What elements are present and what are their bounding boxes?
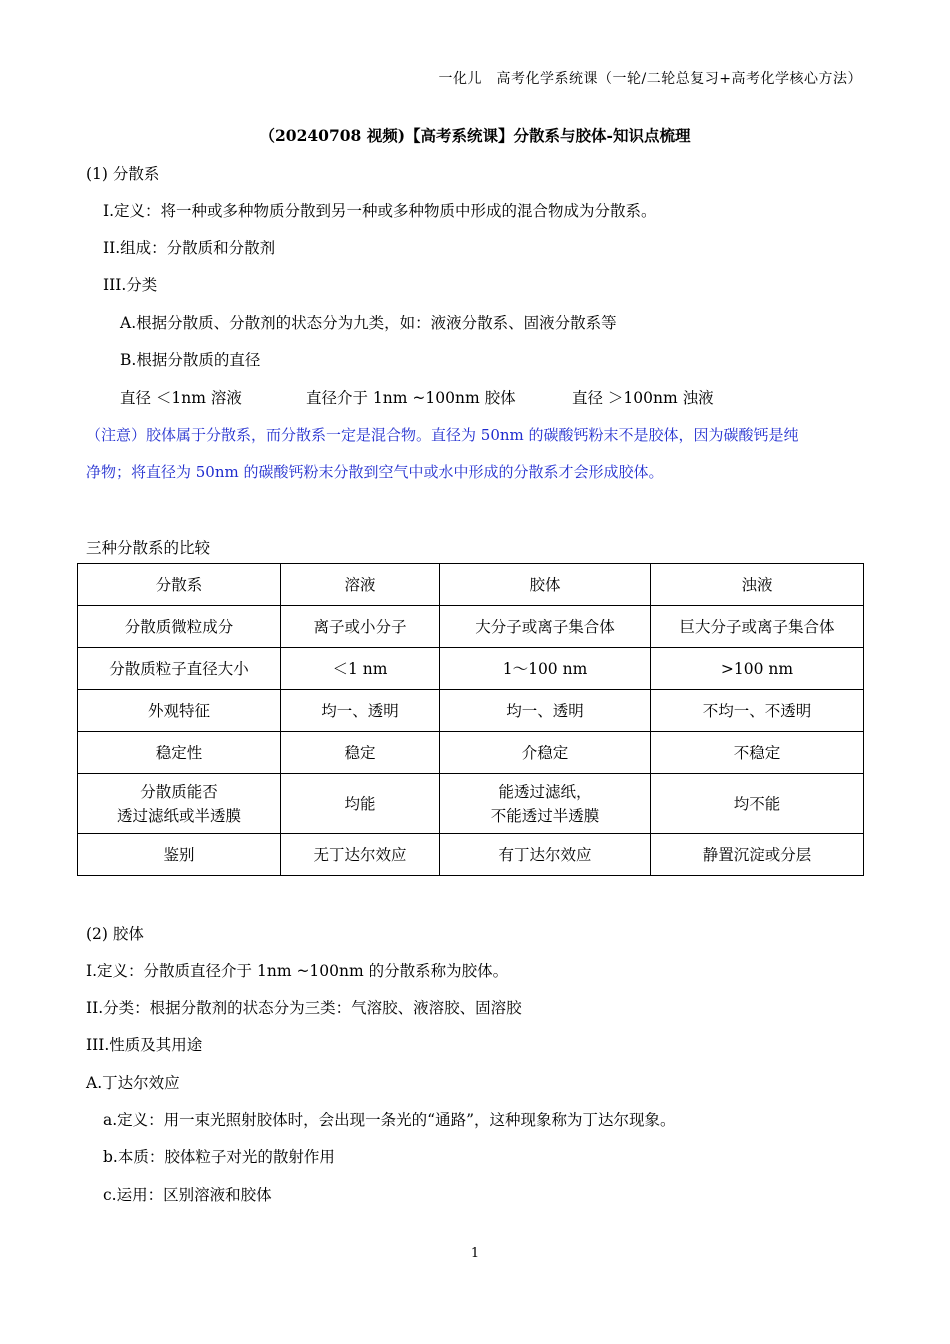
dispersion-composition: II.组成：分散质和分散剂	[103, 239, 276, 257]
table-cell: ＜1 nm	[281, 648, 440, 690]
tyndall-essence: b.本质：胶体粒子对光的散射作用	[103, 1148, 335, 1166]
table-cell: 大分子或离子集合体	[440, 606, 651, 648]
section2-heading: (2) 胶体	[86, 925, 144, 943]
table-cell: 离子或小分子	[281, 606, 440, 648]
table-cell: 分散质粒子直径大小	[78, 648, 281, 690]
table-cell: 分散质微粒成分	[78, 606, 281, 648]
tyndall-definition: a.定义：用一束光照射胶体时，会出现一条光的“通路”，这种现象称为丁达尔现象。	[103, 1111, 676, 1129]
dispersion-definition: I.定义：将一种或多种物质分散到另一种或多种物质中形成的混合物成为分散系。	[103, 202, 657, 220]
table-cell: 稳定性	[78, 732, 281, 774]
table-row	[78, 774, 864, 834]
classification-a: A.根据分散质、分散剂的状态分为九类，如：液液分散系、固液分散系等	[120, 314, 617, 332]
table-cell: 均能	[281, 774, 440, 834]
table-cell: 稳定	[281, 732, 440, 774]
table-header-cell: 胶体	[440, 564, 651, 606]
table-row	[78, 690, 864, 732]
table-cell: 鉴别	[78, 834, 281, 876]
size-colloid: 直径介于 1nm ~100nm 胶体	[306, 389, 516, 407]
table-row	[78, 648, 864, 690]
table-row	[78, 606, 864, 648]
table-cell: 均不能	[651, 774, 864, 834]
table-cell: >100 nm	[651, 648, 864, 690]
table-header-cell: 分散系	[78, 564, 281, 606]
table-cell: 介稳定	[440, 732, 651, 774]
size-suspension: 直径 ＞100nm 浊液	[572, 389, 714, 407]
table-row	[78, 732, 864, 774]
note-line-1: （注意）胶体属于分散系，而分散系一定是混合物。直径为 50nm 的碳酸钙粉末不是胶体，因为碳酸钙是纯	[86, 426, 799, 444]
table-cell: 巨大分子或离子集合体	[651, 606, 864, 648]
colloid-classification: II.分类：根据分散剂的状态分为三类：气溶胶、液溶胶、固溶胶	[86, 999, 522, 1017]
colloid-properties: III.性质及其用途	[86, 1036, 203, 1054]
table-cell: 静置沉淀或分层	[651, 834, 864, 876]
table-header-cell: 溶液	[281, 564, 440, 606]
page-header: 一化儿 高考化学系统课（一轮/二轮总复习+高考化学核心方法）	[438, 71, 862, 87]
comparison-table	[77, 563, 864, 876]
section1-heading: (1) 分散系	[86, 165, 160, 183]
classification-b: B.根据分散质的直径	[120, 351, 261, 369]
document-title: （20240708 视频)【高考系统课】分散系与胶体-知识点梳理	[259, 126, 691, 145]
table-row	[78, 834, 864, 876]
colloid-definition: I.定义：分散质直径介于 1nm ~100nm 的分散系称为胶体。	[86, 962, 509, 980]
table-cell: 不均一、不透明	[651, 690, 864, 732]
table-cell: 能透过滤纸， 不能透过半透膜	[440, 774, 651, 834]
table-header-row	[78, 564, 864, 606]
page-number: 1	[470, 1246, 480, 1261]
tyndall-usage: c.运用：区别溶液和胶体	[103, 1186, 272, 1204]
table-header-cell: 浊液	[651, 564, 864, 606]
table-cell: 均一、透明	[281, 690, 440, 732]
table-cell: 1～100 nm	[440, 648, 651, 690]
table-cell: 分散质能否 透过滤纸或半透膜	[78, 774, 281, 834]
table-cell: 无丁达尔效应	[281, 834, 440, 876]
table-cell: 外观特征	[78, 690, 281, 732]
table-caption: 三种分散系的比较	[86, 539, 211, 557]
table-cell: 均一、透明	[440, 690, 651, 732]
table-cell: 不稳定	[651, 732, 864, 774]
size-solution: 直径 ＜1nm 溶液	[120, 389, 242, 407]
dispersion-classification: III.分类	[103, 276, 158, 294]
note-line-2: 净物；将直径为 50nm 的碳酸钙粉末分散到空气中或水中形成的分散系才会形成胶体。	[86, 463, 664, 481]
tyndall-heading: A.丁达尔效应	[86, 1074, 180, 1092]
table-cell: 有丁达尔效应	[440, 834, 651, 876]
